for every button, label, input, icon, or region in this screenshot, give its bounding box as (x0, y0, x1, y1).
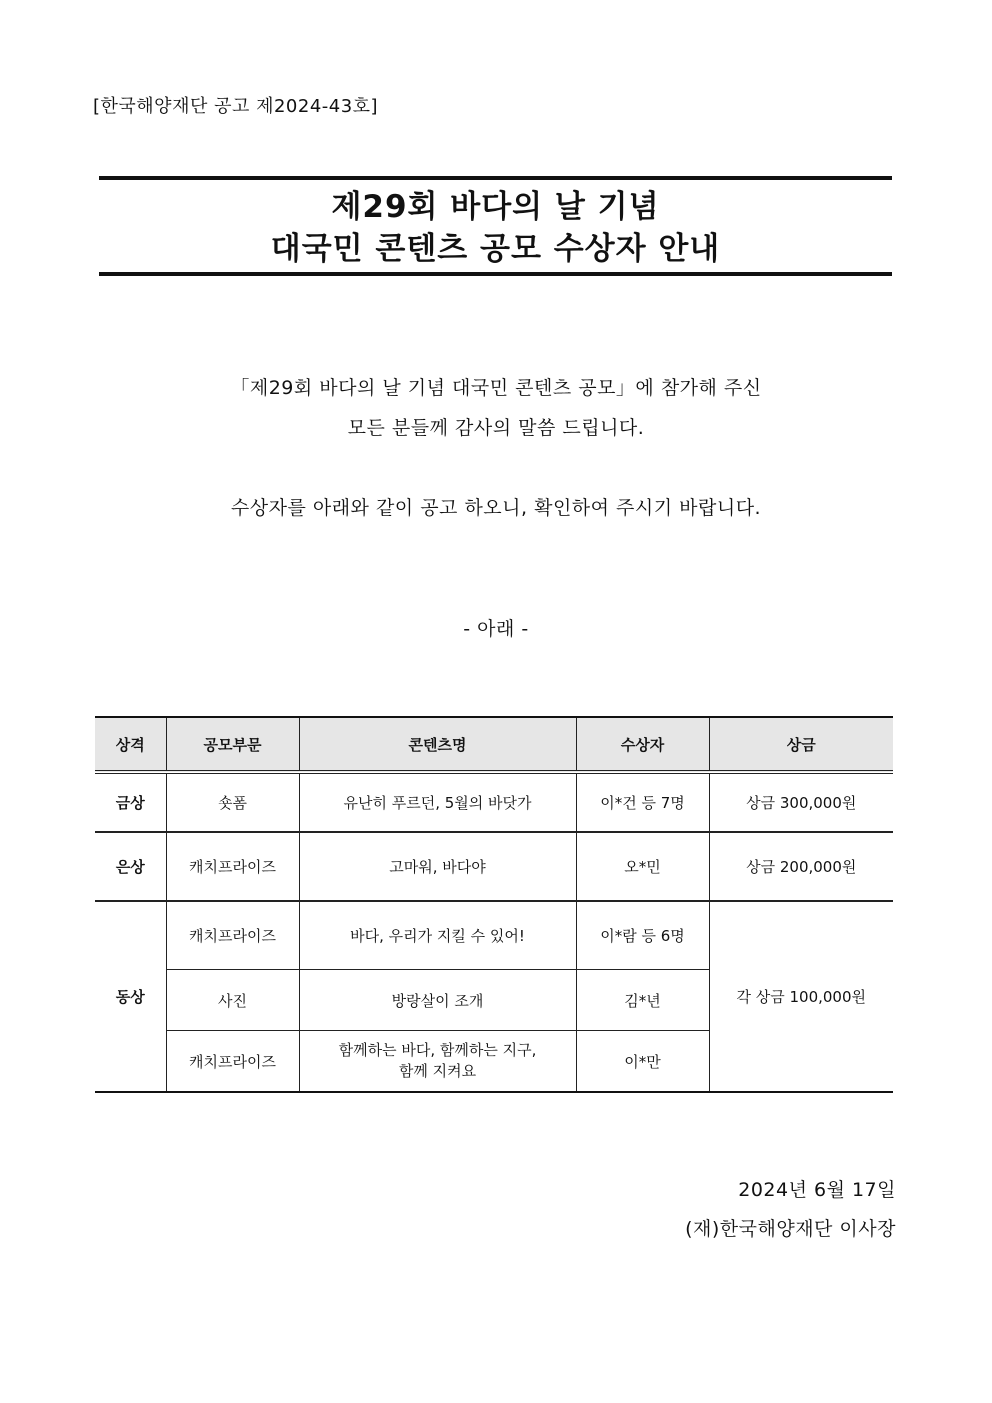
notice-number: [한국해양재단 공고 제2024-43호] (93, 96, 379, 117)
winner-cell: 김*년 (576, 970, 709, 1031)
table-row-bronze (95, 901, 893, 970)
intro-line-1: 「제29회 바다의 날 기념 대국민 콘텐츠 공모」에 참가해 주신 (230, 377, 762, 399)
prize-cell: 상금 200,000원 (709, 832, 893, 901)
prize-cell: 각 상금 100,000원 (709, 901, 893, 1092)
winner-cell: 오*민 (576, 832, 709, 901)
header-winner: 수상자 (576, 717, 709, 772)
below-marker: - 아래 - (463, 618, 529, 640)
winner-cell: 이*만 (576, 1031, 709, 1093)
category-cell: 캐치프라이즈 (166, 832, 299, 901)
winner-cell: 이*람 등 6명 (576, 901, 709, 970)
prize-cell: 상금 300,000원 (709, 772, 893, 832)
content-cell: 바다, 우리가 지킬 수 있어! (299, 901, 576, 970)
header-content: 콘텐츠명 (299, 717, 576, 772)
title-bottom-rule (99, 272, 892, 276)
category-cell: 캐치프라이즈 (166, 1031, 299, 1093)
awards-table (95, 716, 893, 1093)
table-header-row (95, 717, 893, 772)
intro-line-2: 모든 분들께 감사의 말씀 드립니다. (347, 417, 645, 439)
content-cell: 유난히 푸르던, 5월의 바닷가 (299, 772, 576, 832)
winner-cell: 이*건 등 7명 (576, 772, 709, 832)
document-title (99, 186, 892, 270)
grade-cell: 동상 (95, 901, 166, 1092)
table-row-gold (95, 772, 893, 832)
content-cell: 고마워, 바다야 (299, 832, 576, 901)
issue-date: 2024년 6월 17일 (738, 1179, 896, 1201)
header-prize: 상금 (709, 717, 893, 772)
header-grade: 상격 (95, 717, 166, 772)
grade-cell: 은상 (95, 832, 166, 901)
category-cell: 숏폼 (166, 772, 299, 832)
category-cell: 캐치프라이즈 (166, 901, 299, 970)
content-cell: 방랑살이 조개 (299, 970, 576, 1031)
header-category: 공모부문 (166, 717, 299, 772)
category-cell: 사진 (166, 970, 299, 1031)
intro-line-3: 수상자를 아래와 같이 공고 하오니, 확인하여 주시기 바랍니다. (230, 497, 762, 519)
title-top-rule (99, 176, 892, 180)
grade-cell: 금상 (95, 772, 166, 832)
content-cell (299, 1031, 576, 1093)
signer: (재)한국해양재단 이사장 (685, 1218, 896, 1240)
content-line-2: 함께 지켜요 (398, 1062, 477, 1080)
title-line-1: 제29회 바다의 날 기념 (331, 189, 660, 225)
table-row-silver (95, 832, 893, 901)
content-line-1: 함께하는 바다, 함께하는 지구, (338, 1041, 537, 1059)
title-line-2: 대국민 콘텐츠 공모 수상자 안내 (270, 231, 721, 267)
